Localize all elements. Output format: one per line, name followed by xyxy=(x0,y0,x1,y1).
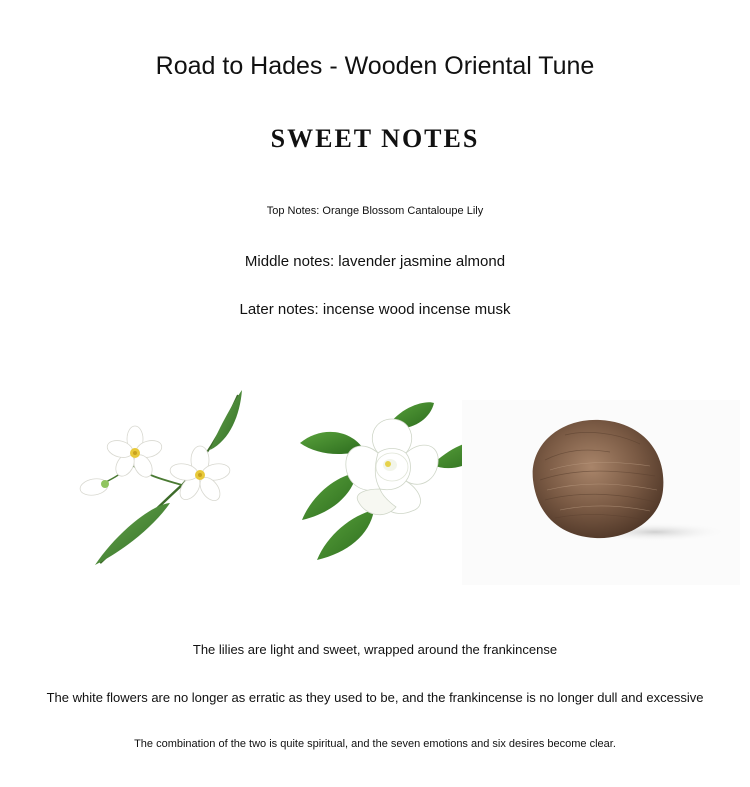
later-notes-text: Later notes: incense wood incense musk xyxy=(239,301,511,318)
orange-blossom-icon xyxy=(70,385,250,570)
nut-seed-icon xyxy=(515,410,735,550)
description-line-1: The lilies are light and sweet, wrapped around the frankincense xyxy=(192,642,558,657)
top-notes-text: Top Notes: Orange Blossom Cantaloupe Lily xyxy=(266,205,484,217)
page-title: Road to Hades - Wooden Oriental Tune xyxy=(155,52,595,80)
description-line-2: The white flowers are no longer as erratic as they used to be, and the frankincense is no longer dull and excessive xyxy=(46,690,704,705)
section-heading: SWEET NOTES xyxy=(270,124,480,153)
description-line-3: The combination of the two is quite spiritual, and the seven emotions and six desires become clear. xyxy=(134,738,616,750)
middle-notes-text: Middle notes: lavender jasmine almond xyxy=(244,253,506,270)
